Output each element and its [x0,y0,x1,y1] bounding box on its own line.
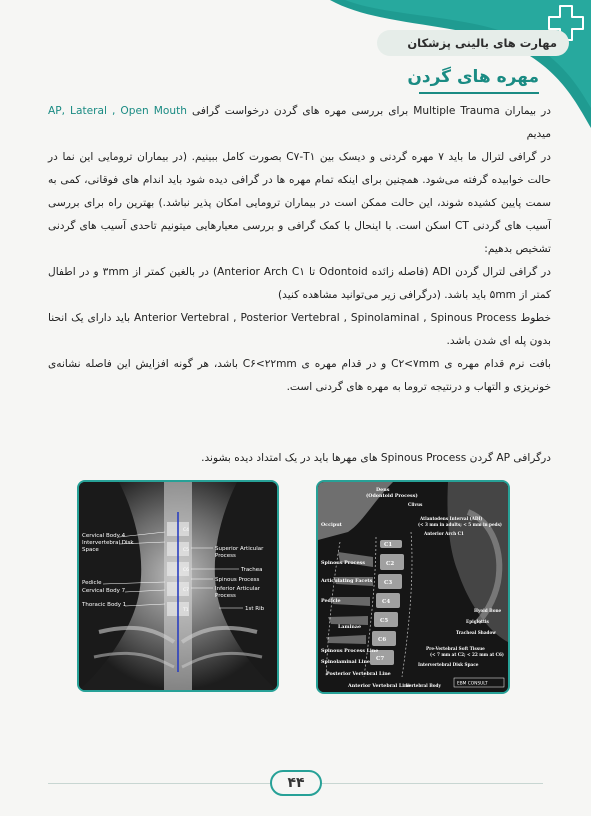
lat-label-epiglottis: Epiglottis [466,619,489,624]
ap-label-space: Space [82,547,99,553]
lat-label-posterior-vertebral-line: Posterior Vertebral Line [326,671,391,677]
lat-vertebra-c6: C6 [378,637,387,643]
xray-views: AP, Lateral , Open Mouth [48,105,187,117]
xray-ap-image [77,480,279,692]
ap-label-superior-articular: Superior Articular [215,546,264,552]
section-header-tab: مهارت های بالینی پزشکان [377,30,569,56]
ap-vertebra-t1: T1 [183,608,189,613]
lat-label-dens: Dens [376,487,390,493]
lat-label-clivus: Clivus [408,502,423,507]
lat-label-prevertebral-values: (< 7 mm at C2; < 22 mm at C6) [430,652,504,657]
lat-label-occiput: Occiput [321,522,342,528]
lat-label-adi: Atlantodens Interval (ADI) [420,516,483,521]
figure-caption: درگرافی AP گردن Spinous Process های مهرها باید در یک امتداد دیده بشوند. [201,452,551,464]
lat-vertebra-c1: C1 [384,542,393,548]
ap-vertebra-c4: C4 [183,528,190,533]
ap-label-thoracic-body-1: Thoracic Body 1 [82,602,127,608]
paragraph-5: بافت نرم قدام مهره ی C۲<۷mm و در قدام مهره ی C۶<۲۲mm باشد، هر گونه افزایش این فاصله نشانه‌ی خونریزی و التهاب و درنتیجه تروما به مهره های گردنی است. [48,358,551,393]
lat-label-intervertebral-disk-space: Intervertebral Disk Space [418,662,479,667]
lat-label-spinolaminal-line: Spinolaminal Line [321,659,370,665]
ap-label-cervical-body-4: Cervical Body 4 [82,533,126,539]
lat-label-laminae: Laminae [338,624,362,630]
xray-lateral-image [316,480,510,694]
paragraph-2: در گرافی لترال ما باید ۷ مهره گردنی و دیسک بین C۷-T۱ بصورت کامل ببینیم. (در بیماران ترومایی این نما در حالت خوابیده گرفته می‌شود. همچنین برای اینکه تمام مهره ها در گرافی دیده شود باید اندام های فوقانی، کمی به سمت پایین کشیده شوند، این حالت ممکن است در بیماران ترومایی امکان پذیر نباشد.) بهترین راه برای بررسی آسیب های گردنی CT اسکن است. با اینحال با کمک گرافی و بررسی معیارهایی میتونیم تاحدی آسیب های گردنی تشخیص بدهیم: [48,151,551,255]
ap-label-intervertebral-disk: Intervertebral Disk [82,540,134,546]
lat-label-spinous-process-line: Spinous Process Line [321,648,379,654]
lat-label-spinous-process: Spinous Process [321,560,365,566]
lat-label-anterior-arch-c1: Anterior Arch C1 [424,531,464,536]
lat-label-prevertebral-soft-tissue: Pre-Vertebral Soft Tissue [426,646,485,651]
ap-vertebra-c5: C5 [183,548,190,553]
page-title: مهره های گردن [407,67,539,87]
lat-label-vertebral-body: Vertebral Body [406,683,441,688]
ap-label-cervical-body-7: Cervical Body 7 [82,588,126,594]
ap-label-trachea: Trachea [241,567,263,573]
lat-label-hyoid-bone: Hyoid Bone [474,608,502,613]
lat-vertebra-c5: C5 [380,618,389,624]
lat-vertebra-c7: C7 [376,656,385,662]
ap-label-process-2: Process [215,593,236,599]
ap-vertebra-c7: C7 [183,588,190,593]
ap-label-pedicle: Pedicle [82,580,102,586]
ap-label-spinous-process: Spinous Process [215,577,260,583]
body-text [48,100,551,399]
title-underline [419,92,539,94]
lat-label-adi-values: (< 3 mm in adults; < 5 mm in peds) [418,522,502,527]
lat-vertebra-c3: C3 [384,580,393,586]
paragraph-4: خطوط Anterior Vertebral , Posterior Vertebral , Spinolaminal , Spinous Process باید دارای یک انحنا بدون پله ای شدن باشد. [48,312,551,347]
ap-label-1st-rib: 1st Rib [245,606,265,612]
lat-label-odontoid: (Odontoid Process) [366,493,418,499]
lat-watermark: EBM CONSULT [457,681,488,687]
ap-vertebra-c6: C6 [183,568,190,573]
lat-label-tracheal-shadow: Tracheal Shadow [456,630,496,635]
lat-label-articulating-facets: Articulating Facets [321,578,373,584]
lat-vertebra-c4: C4 [382,599,391,605]
lat-vertebra-c2: C2 [386,561,395,567]
lat-label-anterior-vertebral-line: Anterior Vertebral Line [348,683,411,689]
page-number: ۴۴ [270,770,322,796]
ap-label-inferior-articular: Inferior Articular [215,586,260,592]
paragraph-1: در بیماران Multiple Trauma برای بررسی مهره های گردن درخواست گرافی AP, Lateral , Open Mouth میدیم [48,105,551,140]
paragraph-3: در گرافی لترال گردن ADI (فاصله زائده Odontoid تا Anterior Arch C۱) در بالغین کمتر از ۳mm و در اطفال کمتر از ۵mm باید باشد. (درگرافی زیر می‌توانید مشاهده کنید) [48,266,551,301]
ap-label-process-1: Process [215,553,236,559]
lat-label-pedicle: Pedicle [321,598,341,604]
